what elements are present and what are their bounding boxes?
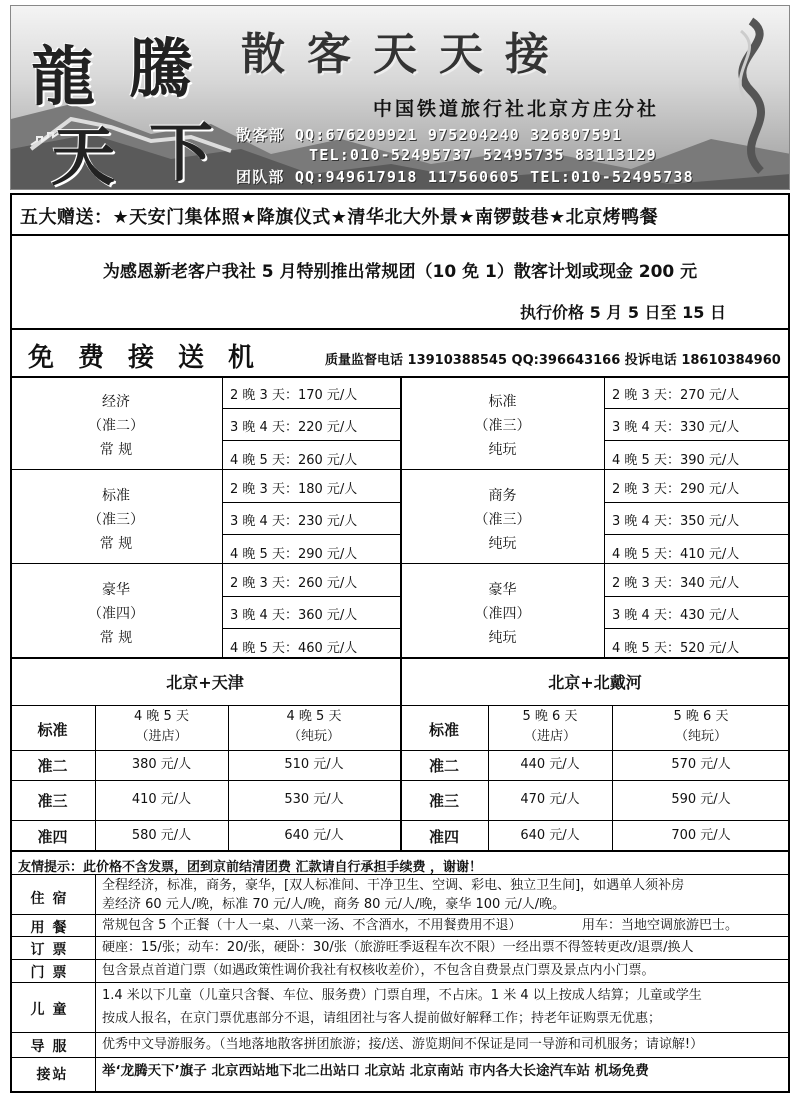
- info-label: 门票: [30, 965, 75, 981]
- level-header: 标准: [428, 721, 459, 739]
- grid-line: [10, 982, 790, 983]
- beidaihe-title: 北京+北戴河: [548, 673, 642, 692]
- grid-line: [604, 534, 790, 535]
- header-line: 4 晚 5 天: [286, 709, 342, 724]
- category-level: （准三）: [474, 418, 531, 434]
- company-name: 中国铁道旅行社北京方庄分社: [373, 98, 660, 120]
- price-cell: 440 元/人: [520, 757, 580, 772]
- level-label: 准三: [37, 792, 68, 810]
- category-type: 纯玩: [488, 630, 517, 646]
- price-item: 3 晚 4 天：360 元/人: [230, 608, 358, 623]
- logo-char-3: 天: [51, 120, 115, 190]
- price-item: 2 晚 3 天：270 元/人: [612, 388, 740, 403]
- grid-line: [222, 596, 400, 597]
- grid-line: [400, 658, 402, 850]
- quality-hotline: 质量监督电话 13910388545 QQ:396643166 投诉电话 18610384960: [325, 353, 781, 368]
- info-line: 1.4 米以下儿童（儿童只含餐、车位、服务费）门票自理，不占床。1 米 4 以上按成人结算；儿童或学生: [102, 988, 702, 1003]
- tour-category: [401, 390, 604, 462]
- info-line: 全程经济，标准，商务，豪华，[双人标准间、干净卫生、空调、彩电、独立卫生间]，如遇单人须补房: [102, 878, 685, 893]
- promo-offer: 为感恩新老客户我社 5 月特别推出常规团（10 免 1）散客计划或现金 200 元: [102, 262, 698, 282]
- info-line: 包含景点首道门票（如遇政策性调价我社有权核收差价），不包含自费景点门票及景点内小门票。: [102, 963, 655, 978]
- grid-line: [10, 1057, 790, 1058]
- grid-line: [222, 502, 400, 503]
- divider: [10, 328, 790, 330]
- price-cell: 640 元/人: [520, 828, 580, 843]
- header-line: 5 晚 6 天: [522, 709, 578, 724]
- grid-line: [604, 440, 790, 441]
- info-label: 接站: [36, 1067, 69, 1083]
- grid-line: [10, 850, 790, 852]
- category-name: 商务: [488, 488, 517, 504]
- category-level: （准三）: [474, 512, 531, 528]
- logo-char-4: 下: [149, 116, 213, 190]
- info-line: 按成人报名，在京门票优惠部分不退，请组团社与客人提前做好解释工作；持老年证购票无优惠；: [102, 1011, 662, 1026]
- category-level: （准三）: [88, 512, 144, 528]
- tour-category: [401, 578, 604, 650]
- column-header: [612, 707, 790, 747]
- grid-line: [604, 596, 790, 597]
- price-item: 4 晚 5 天：410 元/人: [612, 547, 740, 562]
- category-type: 常 规: [99, 536, 133, 552]
- grid-line: [10, 750, 790, 751]
- header-line: （纯玩）: [287, 729, 340, 744]
- price-item: 4 晚 5 天：260 元/人: [230, 453, 358, 468]
- header-line: 4 晚 5 天: [134, 709, 189, 724]
- grid-line: [604, 502, 790, 503]
- info-line: 硬座：15/张；动车：20/张，硬卧：30/张（旅游旺季返程车次不限）一经出票不得签转更改/退票/换人: [102, 940, 694, 955]
- dragon-swirl-decoration: [711, 11, 790, 181]
- logo-char-2: 騰: [129, 32, 193, 107]
- category-type: 纯玩: [488, 536, 517, 552]
- friendly-tip: 友情提示：此价格不含发票，团到京前结清团费 汇款请自行承担手续费 ，谢谢！: [18, 860, 483, 875]
- info-line: 用车：当地空调旅游巴士。: [582, 918, 739, 933]
- price-cell: 410 元/人: [131, 792, 192, 807]
- grid-line: [222, 408, 400, 409]
- price-item: 3 晚 4 天：330 元/人: [612, 420, 740, 435]
- info-label: 用餐: [30, 920, 75, 936]
- free-pickup-title: 免费接送机: [28, 343, 279, 373]
- info-label: 导服: [30, 1039, 75, 1055]
- info-label: 儿童: [30, 1002, 75, 1018]
- price-cell: 470 元/人: [520, 792, 580, 807]
- grid-line: [10, 820, 790, 821]
- tour-category: [10, 578, 222, 650]
- level-label: 准二: [37, 757, 68, 775]
- category-level: （准四）: [474, 606, 531, 622]
- price-item: 3 晚 4 天：430 元/人: [612, 608, 740, 623]
- price-item: 4 晚 5 天：520 元/人: [612, 641, 740, 656]
- grid-line: [10, 705, 790, 706]
- grid-line: [222, 377, 223, 657]
- header-line: 5 晚 6 天: [673, 709, 729, 724]
- price-cell: 380 元/人: [131, 757, 192, 772]
- grid-line: [222, 628, 400, 629]
- category-type: 常 规: [99, 630, 133, 646]
- tianjin-title: 北京+天津: [166, 673, 244, 692]
- category-name: 豪华: [102, 582, 130, 598]
- price-item: 2 晚 3 天：180 元/人: [230, 482, 358, 497]
- grid-line: [10, 469, 790, 470]
- header-banner: [10, 5, 790, 190]
- info-line: 举‘龙腾天下’旗子 北京西站地下北二出站口 北京站 北京南站 市内各大长途汽车站 机场免费: [102, 1063, 649, 1079]
- header-line: （进店）: [523, 729, 576, 744]
- category-name: 豪华: [488, 582, 517, 598]
- info-label: 住宿: [30, 891, 75, 907]
- category-name: 标准: [102, 488, 130, 504]
- category-name: 经济: [102, 394, 130, 410]
- price-cell: 640 元/人: [284, 828, 344, 843]
- price-cell: 510 元/人: [284, 757, 344, 772]
- column-header: [488, 707, 612, 747]
- level-label: 准四: [37, 828, 68, 846]
- tour-category: [10, 484, 222, 556]
- price-period: 执行价格 5 月 5 日至 15 日: [520, 303, 726, 322]
- grid-line: [604, 408, 790, 409]
- category-level: （准四）: [88, 606, 144, 622]
- grid-line: [222, 440, 400, 441]
- category-type: 常 规: [99, 442, 133, 458]
- info-line: 优秀中文导游服务。（当地落地散客拼团旅游；接/送、游览期间不保证是同一导游和司机服务；请谅解!）: [102, 1037, 704, 1052]
- price-item: 2 晚 3 天：170 元/人: [230, 388, 358, 403]
- category-level: （准二）: [88, 418, 144, 434]
- header-line: （纯玩）: [674, 729, 727, 744]
- grid-line: [10, 874, 790, 875]
- level-label: 准二: [428, 757, 459, 775]
- header-line: （进店）: [135, 729, 188, 744]
- price-item: 4 晚 5 天：460 元/人: [230, 641, 358, 656]
- logo-char-1: 龍: [31, 40, 95, 115]
- info-line: 差经济 60 元人/晚，标准 70 元/人/晚，商务 80 元/人/晚，豪华 100 元/人/晚。: [102, 897, 566, 912]
- grid-line: [10, 1032, 790, 1033]
- price-item: 3 晚 4 天：350 元/人: [612, 514, 740, 529]
- column-header: [95, 707, 228, 747]
- price-cell: 590 元/人: [671, 792, 731, 807]
- price-item: 4 晚 5 天：290 元/人: [230, 547, 358, 562]
- category-type: 纯玩: [488, 442, 517, 458]
- grid-line: [10, 780, 790, 781]
- tour-category: [10, 390, 222, 462]
- price-cell: 530 元/人: [284, 792, 344, 807]
- level-header: 标准: [37, 721, 68, 739]
- contact-line-1: 散客部 QQ:676209921 975204240 326807591: [236, 126, 623, 144]
- divider: [10, 234, 790, 236]
- price-item: 2 晚 3 天：290 元/人: [612, 482, 740, 497]
- price-item: 3 晚 4 天：220 元/人: [230, 420, 358, 435]
- grid-line: [10, 563, 790, 564]
- price-cell: 580 元/人: [131, 828, 192, 843]
- slogan-title: 散客天天接: [241, 29, 571, 80]
- grid-line: [10, 936, 790, 937]
- grid-line: [604, 628, 790, 629]
- grid-line: [604, 377, 605, 657]
- contact-line-2: TEL:010-52495737 52495735 83113129: [309, 146, 657, 164]
- column-header: [228, 707, 400, 747]
- price-item: 4 晚 5 天：390 元/人: [612, 453, 740, 468]
- level-label: 准四: [428, 828, 459, 846]
- price-item: 3 晚 4 天：230 元/人: [230, 514, 358, 529]
- price-item: 2 晚 3 天：340 元/人: [612, 576, 740, 591]
- price-item: 2 晚 3 天：260 元/人: [230, 576, 358, 591]
- price-cell: 570 元/人: [671, 757, 731, 772]
- info-label: 订票: [30, 942, 75, 958]
- grid-line: [10, 914, 790, 915]
- grid-line: [10, 959, 790, 960]
- contact-line-3: 团队部 QQ:949617918 117560605 TEL:010-52495738: [236, 168, 694, 186]
- gifts-line: 五大赠送：★天安门集体照★降旗仪式★清华北大外景★南锣鼓巷★北京烤鸭餐: [20, 207, 659, 228]
- tour-category: [401, 484, 604, 556]
- level-label: 准三: [428, 792, 459, 810]
- info-line: 常规包含 5 个正餐（十人一桌、八菜一汤、不含酒水，不用餐费用不退）: [102, 918, 522, 933]
- grid-line: [222, 534, 400, 535]
- price-cell: 700 元/人: [671, 828, 731, 843]
- category-name: 标准: [488, 394, 517, 410]
